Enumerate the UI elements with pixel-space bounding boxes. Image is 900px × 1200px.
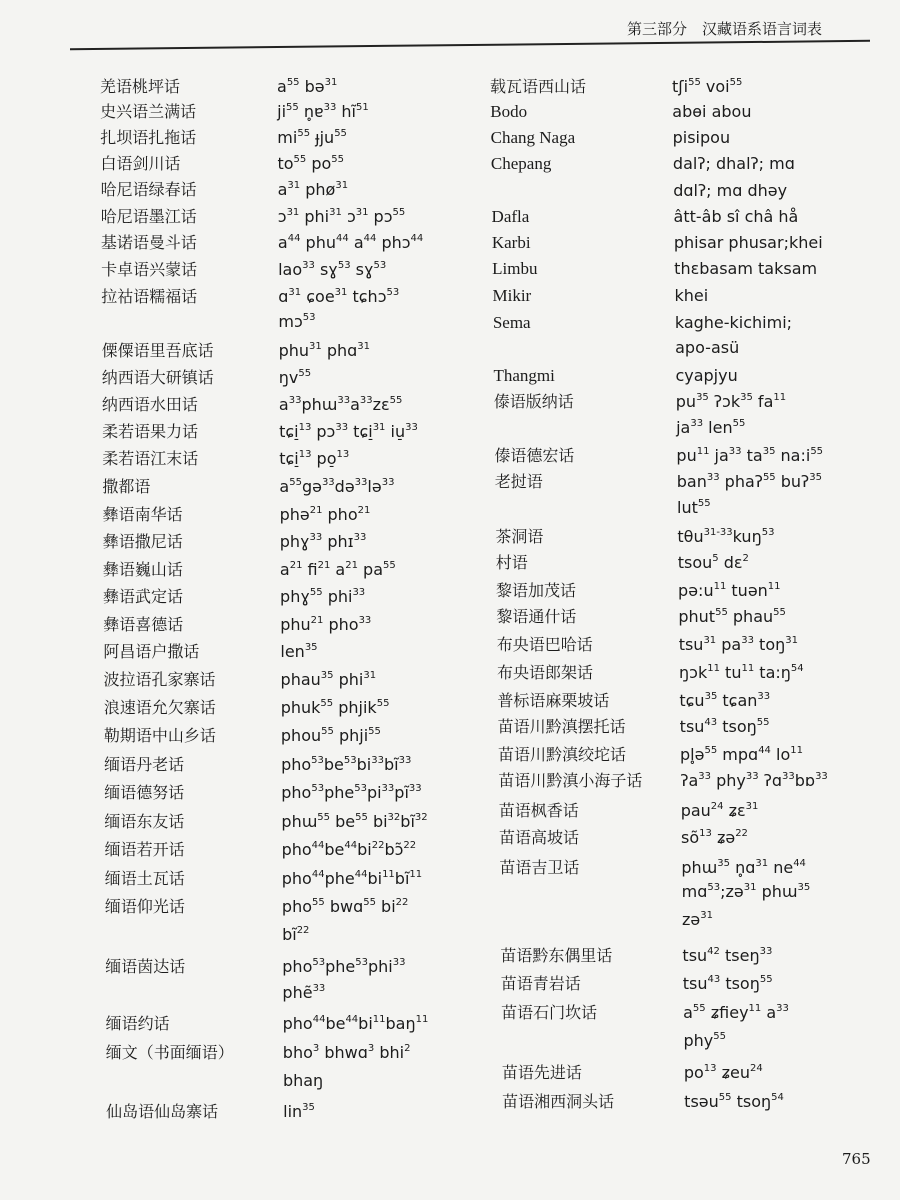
word-form: tʃi$^{55}$ voi$^{55}$: [672, 77, 743, 96]
language-name: 纳西语水田话: [101, 395, 198, 414]
language-name: 苗语川黔滇摆托话: [497, 717, 626, 736]
language-name: 老挝语: [494, 472, 543, 491]
language-name: 缅语东友话: [104, 812, 185, 831]
running-header: 第三部分 汉藏语系语言词表: [627, 20, 823, 38]
word-form: apo-asü: [675, 338, 740, 357]
language-name: 傣语德宏话: [494, 446, 575, 465]
language-name: Karbi: [491, 233, 531, 252]
word-form: bhaŋ: [282, 1071, 324, 1090]
word-form: pho$^{53}$phe$^{53}$phi$^{33}$: [282, 957, 406, 976]
language-name: 布央语巴哈话: [496, 635, 593, 654]
word-form: $a^{55}$ ʑfiey$^{11}$ $a^{33}$: [683, 1003, 789, 1022]
language-name: Bodo: [490, 102, 528, 121]
language-name: 波拉语孔家寨话: [103, 670, 216, 689]
language-name: 缅语茵达话: [105, 957, 186, 976]
language-name: 浪速语允欠寨话: [103, 698, 216, 717]
language-name: Dafla: [491, 207, 530, 226]
language-name: 苗语黔东偶里话: [500, 946, 613, 965]
word-form: mɑ$^{53}$;zə$^{31}$ phɯ$^{35}$: [681, 882, 811, 901]
language-name: Limbu: [492, 259, 538, 278]
word-form: $pho^{44}be^{44}bi^{11}baŋ^{11}$: [282, 1014, 429, 1033]
language-name: 拉祜语糯福话: [101, 287, 198, 306]
word-form: $a^{55}$ bə$^{31}$: [277, 77, 338, 96]
language-name: 傈僳语里吾底话: [101, 341, 214, 360]
language-name: 苗语先进话: [501, 1063, 582, 1082]
word-form: lin$^{35}$: [283, 1102, 315, 1121]
language-name: 傣语版纳话: [493, 392, 574, 411]
word-form: abɵi abou: [672, 102, 752, 121]
language-name: 苗语川黔滇小海子话: [498, 771, 643, 790]
word-form: $a^{31}$ phø$^{31}$: [277, 180, 349, 199]
word-form: lao$^{33}$ sɣ$^{53}$ sɣ$^{53}$: [278, 260, 387, 279]
language-name: 扎坝语扎拖话: [100, 128, 197, 147]
language-name: 彝语巍山话: [102, 560, 183, 579]
language-name: 羌语桃坪话: [100, 77, 181, 96]
word-form: ŋɔk$^{11}$ $tu^{11}$ $ta:ŋ^{54}$: [679, 663, 804, 682]
language-name: 白语剑川话: [100, 154, 181, 173]
word-form: ʔa$^{33}$ phy$^{33}$ ʔɑ$^{33}$bɒ$^{33}$: [680, 771, 828, 790]
word-form: $pho^{53}phe^{53}pi^{33}pĩ^{33}$: [281, 783, 422, 802]
language-name: 缅文（书面缅语）: [105, 1043, 234, 1062]
language-name: 彝语喜德话: [103, 615, 184, 634]
word-form: ɔ$^{31}$ phi$^{31}$ ɔ$^{31}$ pɔ$^{55}$: [277, 207, 406, 226]
word-form: ɑ$^{31}$ ɕoe$^{31}$ tɕhɔ$^{53}$: [278, 287, 400, 306]
language-name: 缅语若开话: [104, 840, 185, 859]
word-form: phut$^{55}$ phau$^{55}$: [678, 607, 786, 626]
language-name: 撒都语: [102, 477, 151, 496]
page-number: 765: [842, 1150, 871, 1168]
word-form: phu$^{21}$ pho$^{33}$: [280, 615, 372, 634]
word-form: dalʔ; dhalʔ; mɑ: [672, 154, 795, 173]
word-form: $pu^{35}$ ʔɔk$^{35}$ $fa^{11}$: [675, 392, 787, 411]
language-name: 黎语通什话: [496, 607, 577, 626]
word-form: $a^{21}$ $fi^{21}$ $a^{21}$ $pa^{55}$: [279, 560, 396, 579]
word-form: tsu$^{43}$ tsoŋ$^{55}$: [679, 717, 770, 736]
language-name: 黎语加茂话: [496, 581, 577, 600]
language-name: 苗语石门坎话: [501, 1003, 598, 1022]
word-form: pisipou: [672, 128, 731, 147]
word-form: pl̥ə$^{55}$ mpɑ$^{44}$ $lo^{11}$: [680, 745, 803, 764]
language-name: 苗语高坡话: [499, 828, 580, 847]
word-form: pau$^{24}$ ʑɛ$^{31}$: [680, 801, 759, 820]
word-form: zə$^{31}$: [681, 910, 713, 929]
language-name: 彝语南华话: [102, 505, 183, 524]
word-form: tsu$^{42}$ tseŋ$^{33}$: [682, 946, 773, 965]
word-form: phou$^{55}$ phji$^{55}$: [280, 726, 381, 745]
language-name: Chang Naga: [490, 128, 576, 147]
word-form: $pə:u^{11}$ tuən$^{11}$: [678, 581, 781, 600]
language-name: 苗语湘西洞头话: [502, 1092, 615, 1111]
word-form: $bĩ^{22}$: [282, 925, 310, 944]
word-form: tɕu$^{35}$ tɕan$^{33}$: [679, 691, 771, 710]
language-name: 载瓦语西山话: [490, 77, 587, 96]
word-form: phə$^{21}$ pho$^{21}$: [279, 505, 371, 524]
word-form: len$^{35}$: [280, 642, 318, 661]
word-form: tsu$^{31}$ $pa^{33}$ toŋ$^{31}$: [678, 635, 798, 654]
language-name: 苗语川黔滇绞坨话: [498, 745, 627, 764]
word-form: tθu$^{31-33}$kuŋ$^{53}$: [677, 527, 775, 546]
word-form: $a^{55}gə^{33}də^{33}lə^{33}$: [279, 477, 395, 496]
word-form: phɣ$^{33}$ phɪ$^{33}$: [279, 532, 367, 551]
word-form: $pu^{11}$ $ja^{33}$ $ta^{35}$ $na:i^{55}$: [676, 446, 824, 465]
word-form: phẽ$^{33}$: [282, 983, 326, 1002]
language-name: 哈尼语绿春话: [100, 180, 197, 199]
word-form: lut$^{55}$: [677, 498, 711, 517]
language-name: 茶洞语: [495, 527, 544, 546]
word-form: phuk$^{55}$ phjik$^{55}$: [280, 698, 390, 717]
word-form: dɑlʔ; mɑ dhəy: [673, 181, 788, 200]
word-form: phɣ$^{55}$ phi$^{33}$: [280, 587, 366, 606]
language-name: 苗语枫香话: [498, 801, 579, 820]
language-name: 卡卓语兴蒙话: [101, 260, 198, 279]
word-form: $mi^{55}$ ɟju$^{55}$: [277, 128, 347, 147]
language-name: 基诺语曼斗话: [100, 233, 197, 252]
word-form: ban$^{33}$ phaʔ$^{55}$ buʔ$^{35}$: [676, 472, 822, 491]
language-name: 彝语武定话: [103, 587, 184, 606]
word-form: phɯ$^{35}$ n̥ɑ$^{31}$ $ne^{44}$: [681, 858, 806, 877]
word-form: phisar phusar;khei: [673, 233, 823, 252]
word-form: $pho^{53}be^{53}bi^{33}bĩ^{33}$: [281, 755, 412, 774]
word-form: pho$^{55}$ bwɑ$^{55}$ $bi^{22}$: [281, 897, 409, 916]
word-form: tsou$^5$ dɛ$^2$: [677, 553, 749, 572]
language-name: 柔若语江末话: [102, 449, 199, 468]
word-form: tɕi̠$^{13}$ po̠$^{13}$: [279, 449, 350, 468]
word-form: âtt-âb sî châ hå: [673, 207, 799, 226]
language-name: 缅语约话: [105, 1014, 170, 1033]
language-name: Chepang: [490, 154, 552, 173]
language-name: 普标语麻栗坡话: [497, 691, 610, 710]
language-name: 缅语德努话: [104, 783, 185, 802]
language-name: 哈尼语墨江话: [100, 207, 197, 226]
word-form: $a^{44}$ phu$^{44}$ $a^{44}$ phɔ$^{44}$: [277, 233, 424, 252]
language-name: Mikir: [492, 286, 532, 305]
language-name: Thangmi: [493, 366, 555, 385]
word-form: khei: [674, 286, 709, 305]
word-form: phu$^{31}$ phɑ$^{31}$: [278, 341, 371, 360]
word-form: $pho^{44}phe^{44}bi^{11}bĩ^{11}$: [281, 869, 423, 888]
word-form: $ŋv^{55}$: [278, 368, 312, 387]
language-name: 缅语土瓦话: [104, 869, 185, 888]
word-form: $ja^{33}$ len$^{55}$: [676, 418, 746, 437]
word-form: $to^{55}$ $po^{55}$: [277, 154, 345, 173]
word-form: $ji^{55}$ n̥ɐ$^{33}$ $hĩ^{51}$: [277, 102, 369, 121]
word-form: phy$^{55}$: [683, 1031, 726, 1050]
word-form: bho$^3$ bhwɑ$^3$ bhi$^2$: [282, 1043, 411, 1062]
language-name: 布央语郎架话: [497, 663, 594, 682]
word-form: $a^{33}phɯ^{33}a^{33}zɛ^{55}$: [278, 395, 403, 414]
word-form: tɕi̠$^{13}$ pɔ$^{33}$ tɕi̠$^{31}$ iu̠$^{33}$: [279, 422, 418, 441]
word-form: kaghe-kichimi;: [674, 313, 793, 332]
header-rule: [70, 40, 870, 50]
language-name: 仙岛语仙岛寨话: [106, 1102, 219, 1121]
word-form: tsəu$^{55}$ tsoŋ$^{54}$: [684, 1092, 784, 1111]
word-form: phau$^{35}$ phi$^{31}$: [280, 670, 377, 689]
word-form: mɔ$^{53}$: [278, 312, 316, 331]
language-name: 苗语吉卫话: [499, 858, 580, 877]
language-name: 史兴语兰满话: [100, 102, 197, 121]
language-name: Sema: [492, 313, 531, 332]
language-name: 柔若语果力话: [102, 422, 199, 441]
word-form: phɯ$^{55}$ $be^{55}$ $bi^{32}bĩ^{32}$: [281, 812, 428, 831]
language-name: 阿昌语户撒话: [103, 642, 200, 661]
word-form: cyapjyu: [675, 366, 738, 385]
language-name: 缅语丹老话: [104, 755, 185, 774]
word-form: thɛbasam taksam: [674, 259, 818, 278]
language-name: 彝语撒尼话: [102, 532, 183, 551]
language-name: 纳西语大研镇话: [101, 368, 214, 387]
word-form: tsu$^{43}$ tsoŋ$^{55}$: [682, 974, 773, 993]
language-name: 缅语仰光话: [104, 897, 185, 916]
word-form: $sõ^{13}$ ʑə$^{22}$: [681, 828, 748, 847]
word-form: $pho^{44}be^{44}bi^{22}bɔ̃^{22}$: [281, 840, 417, 859]
language-name: 勒期语中山乡话: [103, 726, 216, 745]
word-form: $po^{13}$ ʑeu$^{24}$: [683, 1063, 763, 1082]
language-name: 村语: [495, 553, 528, 572]
language-name: 苗语青岩话: [500, 974, 581, 993]
